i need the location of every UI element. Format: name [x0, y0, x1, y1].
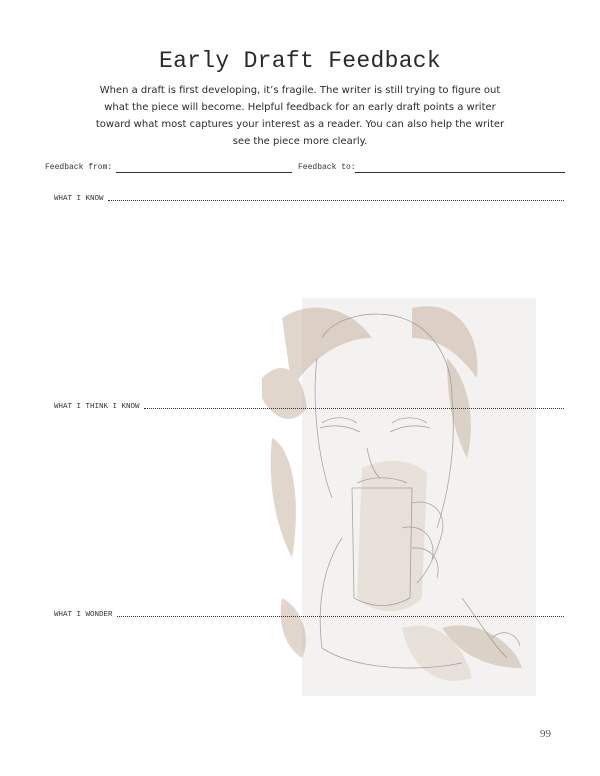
- feedback-from-field[interactable]: [116, 172, 292, 173]
- feedback-to-field[interactable]: [355, 172, 565, 173]
- section-what-i-wonder: [54, 607, 564, 619]
- dotted-rule: [108, 200, 564, 201]
- page-title: Early Draft Feedback: [158, 48, 442, 74]
- section-what-i-know: [54, 191, 564, 203]
- intro-paragraph: When a draft is first developing, it’s fragile. The writer is still trying to figure out what the piece will become. Helpful feedback for an early draft points a writer toward what most captures your interest as a reader. You can also help the writer see the piece more clearly.: [95, 85, 505, 147]
- page-number: 99: [540, 728, 551, 740]
- section-what-i-think-i-know: [54, 399, 564, 411]
- person-drinking-sketch-icon: [262, 298, 536, 696]
- feedback-to-label: Feedback to:: [298, 163, 356, 172]
- dotted-rule: [117, 616, 564, 617]
- section-label: WHAT I WONDER: [54, 611, 113, 619]
- section-label: WHAT I KNOW: [54, 195, 104, 203]
- section-label: WHAT I THINK I KNOW: [54, 403, 140, 411]
- feedback-from-label: Feedback from:: [45, 163, 113, 172]
- dotted-rule: [144, 408, 564, 409]
